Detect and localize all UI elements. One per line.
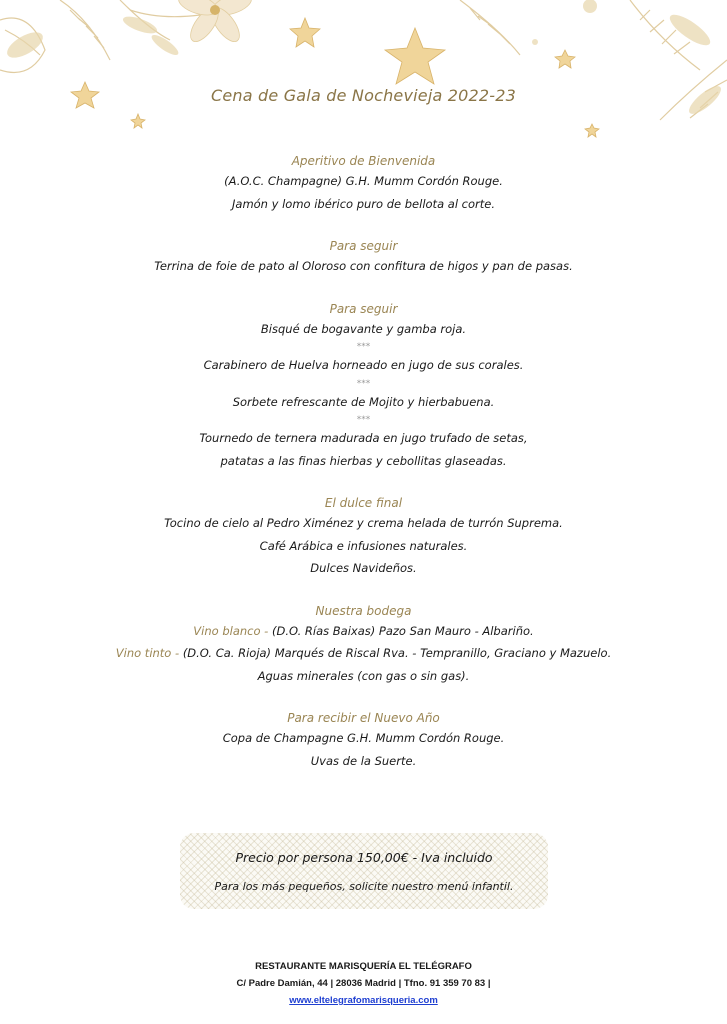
separator: *** bbox=[356, 378, 371, 389]
footer bbox=[0, 958, 727, 1009]
wine-text: (D.O. Ca. Rioja) Marqués de Riscal Rva. - Tempranillo, Graciano y Mazuelo. bbox=[182, 646, 612, 660]
menu-item: patatas a las finas hierbas y cebollitas glaseadas. bbox=[220, 453, 507, 468]
menu-item: Jamón y lomo ibérico puro de bellota al corte. bbox=[232, 196, 495, 211]
menu-section bbox=[0, 494, 727, 580]
section-title: Aperitivo de Bienvenida bbox=[291, 154, 436, 168]
menu-item: Café Arábica e infusiones naturales. bbox=[259, 538, 468, 553]
menu-item: Tournedo de ternera madurada en jugo trufado de setas, bbox=[199, 431, 528, 445]
separator: *** bbox=[356, 342, 371, 352]
menu-item: Carabinero de Huelva horneado en jugo de sus corales. bbox=[203, 358, 524, 372]
menu bbox=[0, 152, 727, 794]
wine-item bbox=[0, 620, 727, 643]
menu-item: Bisqué de bogavante y gamba roja. bbox=[260, 321, 467, 336]
christmas-decoration bbox=[0, 0, 727, 150]
menu-item: Terrina de foie de pato al Oloroso con confitura de higos y pan de pasas. bbox=[154, 259, 573, 273]
menu-section bbox=[0, 602, 727, 688]
price-text: Precio por persona 150,00€ - Iva incluido bbox=[235, 850, 493, 865]
menu-item: (A.O.C. Champagne) G.H. Mumm Cordón Rouge. bbox=[224, 174, 503, 188]
section-title: El dulce final bbox=[324, 496, 403, 510]
separator: *** bbox=[356, 415, 371, 425]
section-title: Para seguir bbox=[329, 301, 398, 316]
section-title: Para recibir el Nuevo Año bbox=[287, 711, 440, 725]
menu-item: Uvas de la Suerte. bbox=[310, 753, 417, 768]
menu-section bbox=[0, 152, 727, 215]
wine-label: Vino blanco - bbox=[193, 623, 272, 638]
section-title: Nuestra bodega bbox=[315, 603, 412, 618]
menu-item: Dulces Navideños. bbox=[310, 561, 417, 575]
menu-section bbox=[0, 709, 727, 772]
wine-text: (D.O. Rías Baixas) Pazo San Mauro - Albariño. bbox=[272, 623, 534, 638]
restaurant-name: RESTAURANTE MARISQUERÍA EL TELÉGRAFO bbox=[255, 961, 472, 972]
wine-item bbox=[0, 642, 727, 665]
menu-item: Sorbete refrescante de Mojito y hierbabuena. bbox=[232, 394, 495, 409]
price-box bbox=[180, 833, 548, 909]
section-title: Para seguir bbox=[329, 239, 398, 253]
website-link[interactable]: www.eltelegrafomarisqueria.com bbox=[289, 995, 438, 1006]
page-title: Cena de Gala de Nochevieja 2022-23 bbox=[210, 86, 517, 105]
kids-menu-note: Para los más pequeños, solicite nuestro menú infantil. bbox=[214, 880, 514, 893]
menu-item: Aguas minerales (con gas o sin gas). bbox=[257, 668, 470, 683]
menu-section bbox=[0, 237, 727, 278]
menu-item: Copa de Champagne G.H. Mumm Cordón Rouge. bbox=[222, 731, 505, 745]
menu-item: Tocino de cielo al Pedro Ximénez y crema helada de turrón Suprema. bbox=[164, 516, 563, 530]
restaurant-address: C/ Padre Damián, 44 | 28036 Madrid | Tfno. 91 359 70 83 | bbox=[236, 978, 491, 989]
menu-section bbox=[0, 300, 727, 473]
wine-label: Vino tinto - bbox=[115, 646, 183, 660]
